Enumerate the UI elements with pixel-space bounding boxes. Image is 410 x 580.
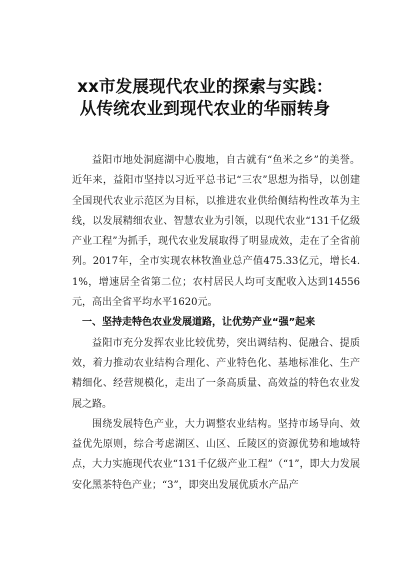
title-line-1: xx市发展现代农业的探索与实践： [77, 77, 333, 96]
section-paragraph-2: 围绕发展特色产业，大力调整农业结构。坚持市场导向、效益优先原则，综合考虑湖区、山区、丘陵区的资源优势和地域特点，大力实施现代农业“131千亿级产业工程”（“1”，即大力发展安化黑茶特色产业；“3”，即突出发展优质水产品产 [72, 418, 360, 491]
title-line-2: 从传统农业到现代农业的华丽转身 [79, 99, 331, 118]
document-title [0, 76, 410, 120]
section-heading: 一、坚持走特色农业发展道路，让优势产业“强”起来 [82, 317, 316, 329]
section-paragraph-1: 益阳市充分发挥农业比较优势，突出调结构、促融合、提质效，着力推动农业结构合理化、产业特色化、基地标准化、生产精细化、经营规模化，走出了一条高质量、高效益的特色农业发展之路。 [72, 337, 360, 410]
document-body [72, 151, 360, 496]
intro-paragraph: 益阳市地处洞庭湖中心腹地，自古就有“鱼米之乡”的美誉。近年来，益阳市坚持以习近平总书记“三农”思想为指导，以创建全国现代农业示范区为目标，以推进农业供给侧结构性改革为主线，以发展精细农业、智慧农业为引领，以现代农业“131千亿级产业工程”为抓手，现代农业发展取得了明显成效，走在了全省前列。2017年，全市实现农林牧渔业总产值475.33亿元，增长4.1%，增速居全省第二位；农村居民人均可支配收入达到14556元，高出全省平均水平1620元。 [72, 155, 360, 309]
